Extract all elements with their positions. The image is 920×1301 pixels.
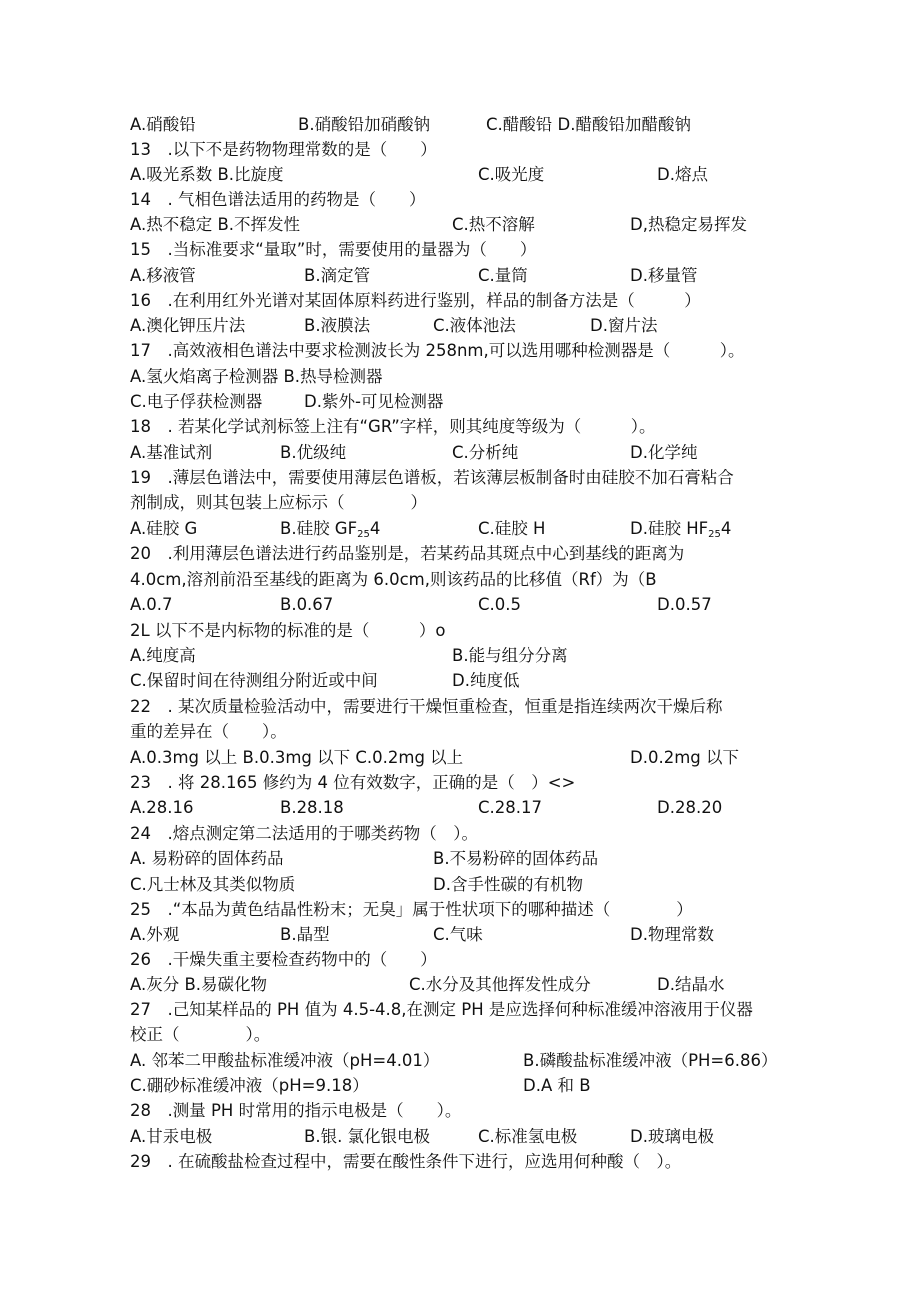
option-a: A.移液管 — [130, 266, 196, 285]
option-d: D.纯度低 — [452, 671, 520, 690]
option-c: C.凡士林及其类似物质 — [130, 875, 296, 894]
question-text: 25 .“本品为黄色结晶性粉末；无臭」属于性状项下的哪种描述（ ） — [130, 900, 693, 919]
question-text: 27 .己知某样品的 PH 值为 4.5-4.8,在测定 PH 是应选择何种标准缓冲溶液用于仪器 — [130, 1000, 753, 1019]
option-b: B.滴定管 — [304, 266, 371, 285]
question-text: 2L 以下不是内标物的标准的是（ ）o — [130, 621, 446, 640]
question-text: 28 .测量 PH 时常用的指示电极是（ ）。 — [130, 1101, 462, 1120]
option-d: D.熔点 — [657, 165, 708, 184]
option-b: B.能与组分分离 — [452, 646, 568, 665]
option-b: B.磷酸盐标准缓冲液（PH=6.86） — [523, 1051, 778, 1070]
option-a: A.甘汞电极 — [130, 1127, 213, 1146]
option-cd: C.醋酸铅 D.醋酸铅加醋酸钠 — [486, 115, 691, 134]
option-d: D.0.2mg 以下 — [630, 748, 739, 767]
option-b: B.0.67 — [280, 595, 334, 614]
option-c: C.标准氢电极 — [478, 1127, 578, 1146]
question-text: 22 . 某次质量检验活动中，需要进行干燥恒重检查，恒重是指连续两次干燥后称 — [130, 697, 723, 716]
option-d: D.物理常数 — [630, 925, 714, 944]
option-b: B.银. 氯化银电极 — [304, 1127, 431, 1146]
option-b: B.硝酸铅加硝酸钠 — [298, 115, 431, 134]
option-d: D.化学纯 — [630, 443, 698, 462]
question-text: 29 . 在硫酸盐检查过程中，需要在酸性条件下进行，应选用何种酸（ ）。 — [130, 1152, 682, 1171]
option-c: C.保留时间在待测组分附近或中间 — [130, 671, 378, 690]
option-b: B.优级纯 — [280, 443, 347, 462]
option-a: A.硝酸铅 — [130, 115, 196, 134]
option-d: D.紫外-可见检测器 — [304, 392, 444, 411]
question-text: 26 .干燥失重主要检查药物中的（ ） — [130, 950, 437, 969]
option-ab: A.氢火焰离子检测器 B.热导检测器 — [130, 367, 383, 386]
option-c: C.0.5 — [478, 595, 522, 614]
option-c: C.吸光度 — [478, 165, 545, 184]
question-text: 23 . 将 28.165 修约为 4 位有效数字，正确的是（ ）<> — [130, 773, 576, 792]
question-text: 重的差异在（ ）。 — [130, 722, 287, 741]
option-ab: A.灰分 B.易碳化物 — [130, 975, 268, 994]
subscript: 25 — [708, 529, 721, 540]
option-d: D.含手性碳的有机物 — [433, 875, 583, 894]
question-text: 24 .熔点测定第二法适用的于哪类药物（ ）。 — [130, 824, 478, 843]
option-b: B.28.18 — [280, 798, 344, 817]
option-d: D.28.20 — [657, 798, 723, 817]
option-c: C.分析纯 — [452, 443, 519, 462]
option-b: B.液膜法 — [304, 316, 371, 335]
question-text: 19 .薄层色谱法中，需要使用薄层色谱板，若该薄层板制备时由硅胶不加石膏粘合 — [130, 468, 734, 487]
option-c: C.28.17 — [478, 798, 543, 817]
option-a: A.外观 — [130, 925, 180, 944]
option-b: B.硅胶 $GF_{25}4$ — [280, 519, 381, 540]
option-c: C.量筒 — [478, 266, 528, 285]
question-text: 20 .利用薄层色谱法进行药品鉴别是，若某药品其斑点中心到基线的距离为 — [130, 544, 685, 563]
option-b: B.晶型 — [280, 925, 330, 944]
question-text: 17 .高效液相色谱法中要求检测波长为 258nm,可以选用哪种检测器是（ ）。 — [130, 341, 745, 360]
option-ab: A.吸光系数 B.比旋度 — [130, 165, 284, 184]
option-a: A. 邻苯二甲酸盐标准缓冲液（pH=4.01） — [130, 1051, 440, 1070]
subscript: 25 — [357, 529, 370, 540]
option-c: C.电子俘获检测器 — [130, 392, 263, 411]
option-a: A.0.7 — [130, 595, 173, 614]
question-text: 4.0cm,溶剂前沿至基线的距离为 6.0cm,则该药品的比移值（Rf）为（B — [130, 570, 657, 589]
option-d: D.窗片法 — [590, 316, 658, 335]
option-c: C.硼砂标准缓冲液（pH=9.18） — [130, 1076, 369, 1095]
option-ab: A.热不稳定 B.不挥发性 — [130, 215, 301, 234]
option-d: D.结晶水 — [657, 975, 725, 994]
option-a: A.澳化钾压片法 — [130, 316, 246, 335]
option-abc: A.0.3mg 以上 B.0.3mg 以下 C.0.2mg 以上 — [130, 748, 464, 767]
question-text: 15 .当标准要求“量取”时，需要使用的量器为（ ） — [130, 240, 537, 259]
option-a: A.纯度高 — [130, 646, 196, 665]
option-c: C.硅胶 H — [478, 519, 546, 538]
option-a: A. 易粉碎的固体药品 — [130, 849, 284, 868]
question-text: 18 . 若某化学试剂标签上注有“GR”字样，则其纯度等级为（ ）。 — [130, 417, 656, 436]
option-c: C.液体池法 — [433, 316, 516, 335]
option-d: D.A 和 B — [523, 1076, 591, 1095]
option-a: A.基准试剂 — [130, 443, 213, 462]
option-c: C.气味 — [433, 925, 483, 944]
question-text: 13 .以下不是药物物理常数的是（ ） — [130, 140, 437, 159]
question-text: 校正（ ）。 — [130, 1025, 271, 1044]
option-b: B.不易粉碎的固体药品 — [433, 849, 599, 868]
option-a: A.硅胶 G — [130, 519, 198, 538]
option-c: C.热不溶解 — [452, 215, 535, 234]
option-d: D,热稳定易挥发 — [630, 215, 747, 234]
option-d: D.玻璃电极 — [630, 1127, 714, 1146]
option-a: A.28.16 — [130, 798, 194, 817]
question-text: 剂制成，则其包装上应标示（ ） — [130, 493, 427, 512]
option-d: D.0.57 — [657, 595, 712, 614]
option-c: C.水分及其他挥发性成分 — [409, 975, 591, 994]
option-d: D.硅胶 $HF_{25}4$ — [630, 519, 732, 540]
option-d: D.移量管 — [630, 266, 698, 285]
question-text: 14 . 气相色谱法适用的药物是（ ） — [130, 190, 426, 209]
question-text: 16 .在利用红外光谱对某固体原料药进行鉴别，样品的制备方法是（ ） — [130, 291, 701, 310]
